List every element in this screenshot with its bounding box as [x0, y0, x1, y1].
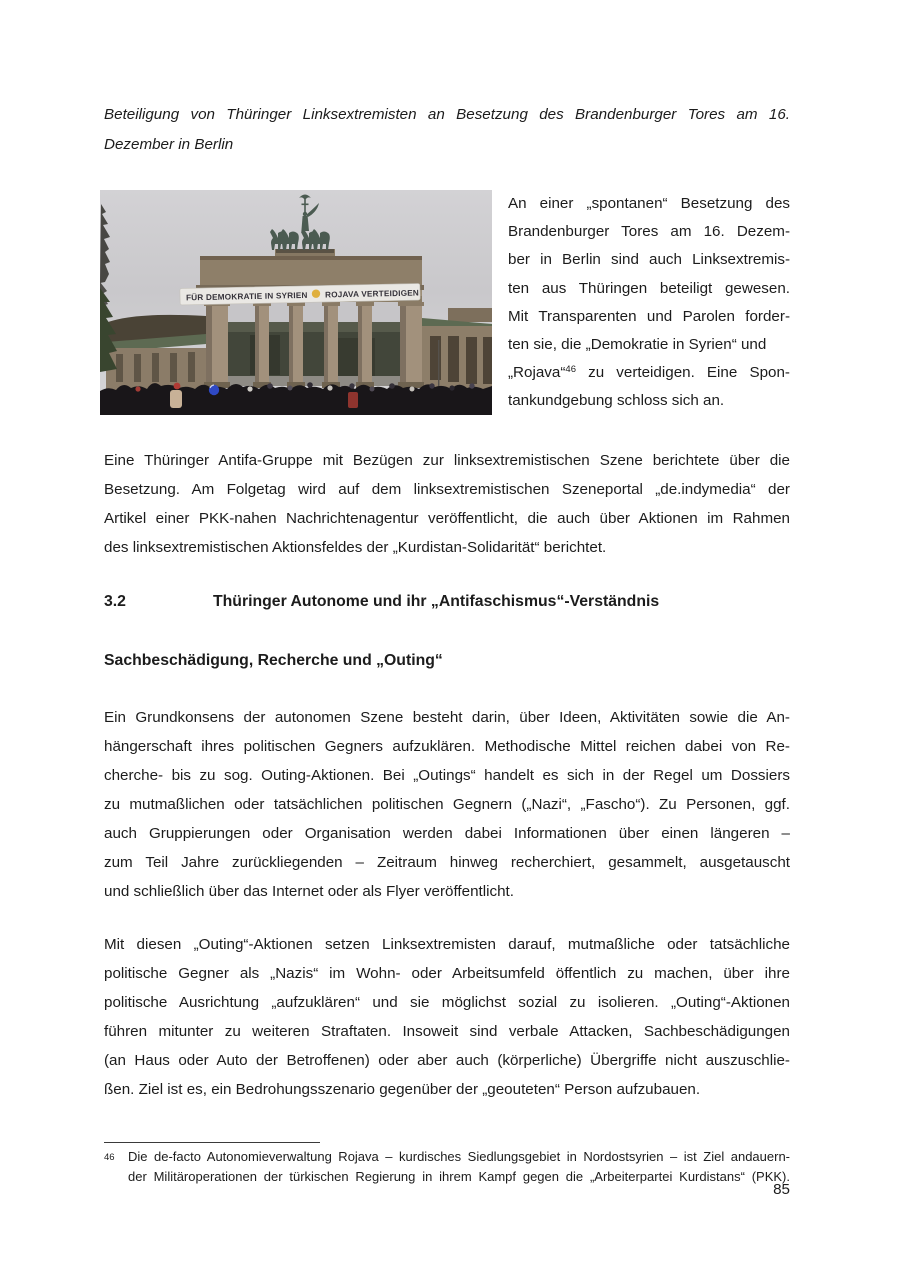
- text-segment: zu verteidigen. Eine Spon-: [575, 364, 790, 382]
- intro-heading: [104, 100, 790, 160]
- text-line: des linksextremistischen Aktionsfeldes der „Kurdistan-Solidarität“ berichtet.: [104, 539, 607, 556]
- text-line: der Militäroperationen der türkischen Regierung in ihrem Kampf gegen die „Arbeiterpartei Kurdistans“ (PKK).: [128, 1168, 790, 1184]
- text-line: An einer „spontanen“ Besetzung des: [508, 195, 790, 212]
- text-line: ber in Berlin sind auch Linksextremis-: [508, 251, 790, 269]
- text-line: Die de-facto Autonomieverwaltung Rojava – kurdisches Siedlungsgebiet in Nordostsyrien – ist Ziel andauern-: [128, 1149, 790, 1164]
- text-line: Artikel einer PKK-nahen Nachrichtenagentur veröffentlicht, die auch über Aktionen im Rahmen: [104, 510, 790, 527]
- photo-side-paragraph: [508, 190, 790, 416]
- section-title: Thüringer Autonome und ihr „Antifaschismus“-Verständnis: [213, 593, 660, 610]
- sub-heading: Sachbeschädigung, Recherche und „Outing“: [104, 652, 443, 669]
- banner-text-left: FÜR DEMOKRATIE IN SYRIEN: [185, 290, 308, 303]
- section-number: 3.2: [104, 593, 126, 610]
- text-line: Mit Transparenten und Parolen forder-: [508, 307, 790, 325]
- text-line: Besetzung. Am Folgetag wird auf dem linksextremistischen Szeneportal „de.indymedia“ der: [104, 481, 790, 498]
- text-line: führen mitunter zu weiteren Straftaten. Insoweit sind verbale Attacken, Sachbeschädigungen: [104, 1023, 790, 1040]
- text-line: Dezember in Berlin: [104, 136, 234, 153]
- text-line: zu mutmaßlichen oder tatsächlichen politischen Gegnern („Nazi“, „Fascho“). Zu Personen, ggf.: [104, 796, 790, 813]
- text-line: cherche- bis zu sog. Outing-Aktionen. Bei „Outings“ handelt es sich in der Regel um Dossiers: [104, 767, 790, 784]
- text-line: politische Gegner als „Nazis“ im Wohn- oder Arbeitsumfeld öffentlich zu machen, über ihre: [104, 965, 790, 982]
- brandenburg-gate-photo: [100, 190, 492, 415]
- text-line: Brandenburger Tores am 16. Dezem-: [508, 223, 790, 241]
- text-line: Eine Thüringer Antifa-Gruppe mit Bezügen zur linksextremistischen Szene berichtete über die: [104, 452, 790, 469]
- text-line: und schließlich über das Internet oder als Flyer veröffentlicht.: [104, 883, 514, 900]
- right-wing-building: [422, 308, 492, 390]
- text-segment: „Rojava“: [508, 364, 566, 382]
- text-line: Mit diesen „Outing“-Aktionen setzen Linksextremisten darauf, mutmaßliche oder tatsächliche: [104, 936, 790, 953]
- text-line: zum Teil Jahre zurückliegenden – Zeitraum hinweg recherchiert, gesammelt, ausgetauscht: [104, 854, 790, 871]
- text-line: auch Gruppierungen oder Organisation werden dabei Informationen über einen längeren –: [104, 825, 790, 842]
- footnote-separator: [104, 1142, 320, 1143]
- text-line: hängerschaft ihres politischen Gegners aufzuklären. Methodische Mittel reichen dabei von Re-: [104, 738, 790, 755]
- text-line: Beteiligung von Thüringer Linksextremisten an Besetzung des Brandenburger Tores am 16.: [104, 106, 790, 123]
- banner-text-right: ROJAVA VERTEIDIGEN: [324, 288, 420, 300]
- text-line: ßen. Ziel ist es, ein Bedrohungsszenario gegenüber der „geouteten“ Person aufzubauen.: [104, 1081, 701, 1098]
- paragraph-outing-definition: [104, 703, 790, 906]
- paragraph-outing-consequences: [104, 930, 790, 1104]
- section-heading: [104, 592, 790, 612]
- footnote-marker: 46: [104, 1152, 115, 1163]
- text-line: ten aus Thüringen beteiligt gewesen.: [508, 279, 790, 297]
- text-line: [508, 359, 790, 387]
- text-line: tankundgebung schloss sich an.: [508, 392, 725, 410]
- text-line: Ein Grundkonsens der autonomen Szene besteht darin, über Ideen, Aktivitäten sowie die An-: [104, 709, 790, 726]
- crowd-silhouette: [100, 382, 492, 415]
- text-line: politische Ausrichtung „aufzuklären“ und sie möglichst sozial zu isolieren. „Outing“-Aktionen: [104, 994, 790, 1011]
- paragraph-antifa-report: [104, 446, 790, 562]
- text-line: ten sie, die „Demokratie in Syrien“ und: [508, 336, 767, 354]
- photo-illustration: [100, 190, 492, 415]
- tiergarten-trees: [206, 302, 422, 386]
- footnote-ref-46: 46: [565, 364, 576, 376]
- page-number: 85: [773, 1181, 790, 1198]
- text-line: (an Haus oder Auto der Betroffenen) oder aber auch (körperliche) Übergriffe nicht auszuschlie-: [104, 1052, 790, 1069]
